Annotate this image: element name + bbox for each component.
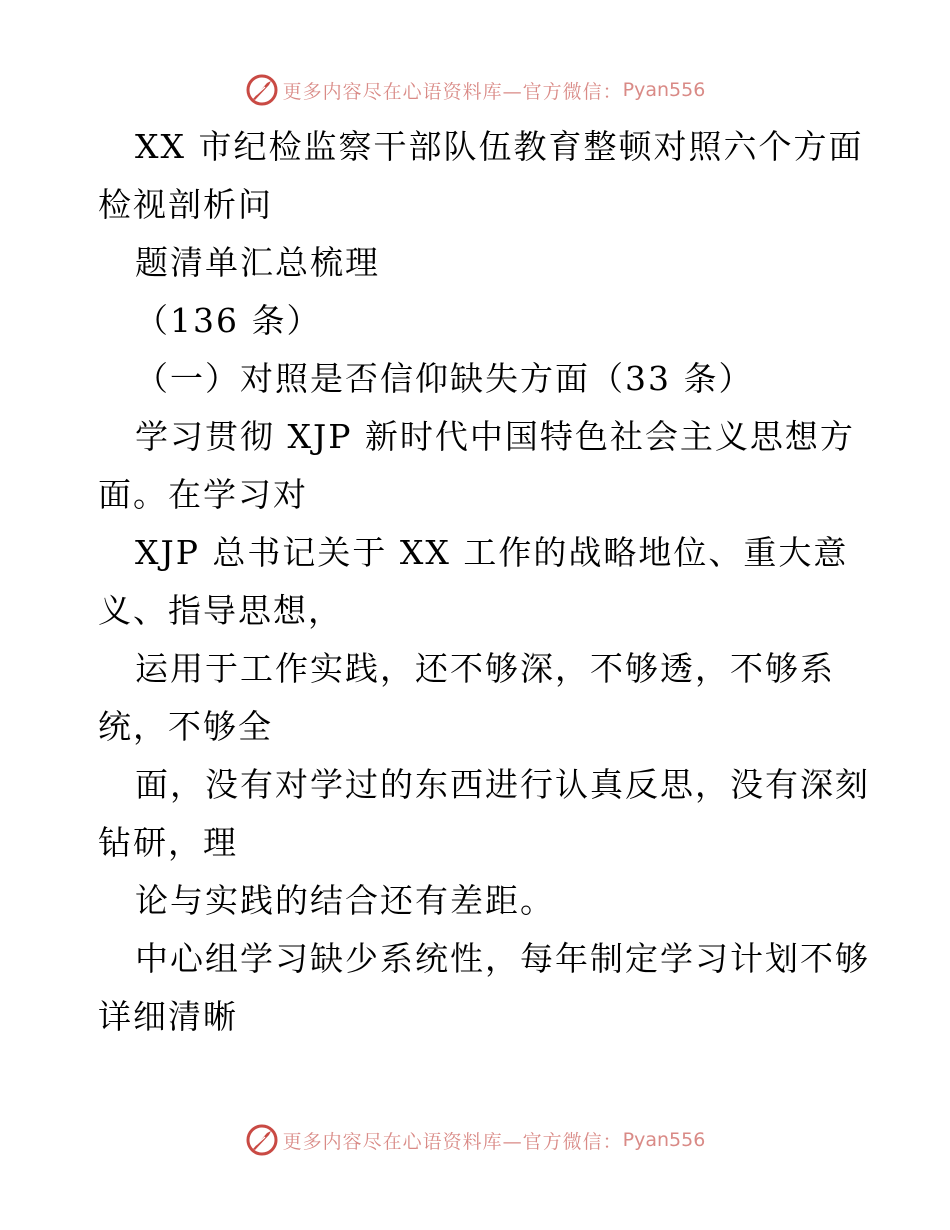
text-line: 义、指导思想， xyxy=(98,591,343,630)
text-line: 面，没有对学过的东西进行认真反思，没有深刻 xyxy=(135,765,870,804)
text-line: （136 条） xyxy=(135,301,322,340)
text-line: XX 市纪检监察干部队伍教育整顿对照六个方面 xyxy=(135,127,864,166)
document-body xyxy=(98,118,878,1046)
text-line: 面。在学习对 xyxy=(98,475,308,514)
section-heading: （一）对照是否信仰缺失方面（33 条） xyxy=(135,359,754,398)
quill-circle-icon xyxy=(245,73,279,107)
banner-text: 更多内容尽在心语资料库—官方微信： xyxy=(282,80,623,103)
text-line: 论与实践的结合还有差距。 xyxy=(135,881,555,920)
header-banner xyxy=(0,70,950,110)
banner-brand: Pyan556 xyxy=(622,1129,706,1151)
quill-circle-icon xyxy=(245,1123,279,1157)
text-line: 中心组学习缺少系统性，每年制定学习计划不够 xyxy=(135,939,870,978)
text-line: 检视剖析问 xyxy=(98,185,273,224)
text-line: 题清单汇总梳理 xyxy=(135,243,380,282)
text-line: 学习贯彻 XJP 新时代中国特色社会主义思想方 xyxy=(135,417,855,456)
banner-brand: Pyan556 xyxy=(622,79,706,101)
text-line: 钻研，理 xyxy=(98,823,238,862)
footer-banner xyxy=(0,1120,950,1160)
text-line: 详细清晰 xyxy=(98,997,238,1036)
text-line: 运用于工作实践，还不够深，不够透，不够系 xyxy=(135,649,835,688)
text-line: XJP 总书记关于 XX 工作的战略地位、重大意 xyxy=(135,533,849,572)
banner-text: 更多内容尽在心语资料库—官方微信： xyxy=(282,1130,623,1153)
text-line: 统，不够全 xyxy=(98,707,273,746)
